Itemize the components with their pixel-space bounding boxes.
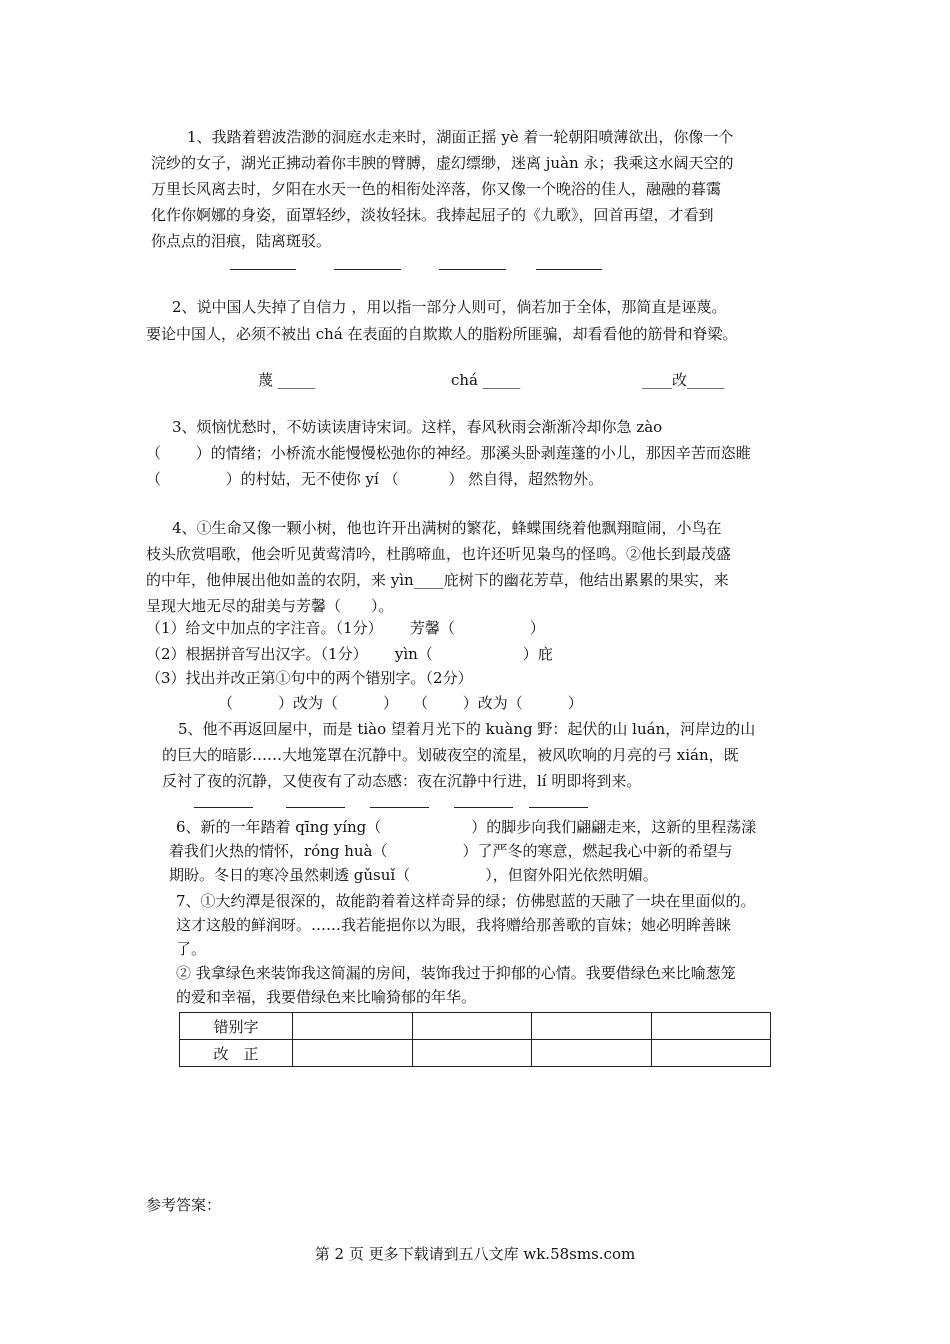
q1-answer-blank-3[interactable]: [439, 268, 506, 270]
q7-answer-table: [179, 1012, 771, 1067]
q7-line-5: 的爱和幸福，我要借绿色来比喻猗郁的年华。: [176, 988, 477, 1006]
q1-line-4: 化作你婀娜的身姿，面罩轻纱，淡妆轻抹。我捧起屈子的《九歌》，回首再望，才看到: [151, 206, 714, 224]
q4-subquestion-3: （3）找出并改正第①句中的两个错别字。（2分）: [146, 669, 473, 687]
answers-label: 参考答案：: [146, 1196, 222, 1214]
q6-line-3: 期盼。冬日的寒冷虽然刺透 gǔsuǐ（ ），但窗外阳光依然明媚。: [169, 866, 658, 884]
q6-line-2: 着我们火热的情怀，róng huà（ ）了严冬的寒意，燃起我心中新的希望与: [169, 842, 733, 860]
q1-line-5: 你点点的泪痕，陆离斑驳。: [151, 232, 332, 250]
q1-answer-blank-4[interactable]: [536, 268, 602, 270]
table-cell[interactable]: [532, 1013, 652, 1040]
table-row-label-correction: 改 正: [180, 1040, 293, 1067]
q5-answer-blank-4[interactable]: [454, 806, 513, 808]
q1-answer-blank-1[interactable]: [230, 268, 296, 270]
q1-line-1: 1、我踏着碧波浩渺的洞庭水走来时，湖面正摇 yè 着一轮朝阳喷薄欲出，你像一个: [187, 128, 734, 146]
q4-subquestion-2: （2）根据拼音写出汉字。（1分） yìn（ ）庇: [146, 645, 553, 663]
q4-line-4: 呈现大地无尽的甜美与芳馨（ ）。: [146, 597, 394, 615]
table-cell[interactable]: [412, 1040, 532, 1067]
q5-answer-blank-3[interactable]: [370, 806, 429, 808]
q2-line-1: 2、说中国人失掉了自信力 ，用以指一部分人则可，倘若加于全体，那简直是诬蔑。: [172, 298, 727, 316]
q3-line-2: （ ）的情绪；小桥流水能慢慢松弛你的神经。那溪头卧剥莲蓬的小儿，那因辛苦而恣睢: [146, 444, 751, 462]
q3-line-1: 3、烦恼忧愁时，不妨读读唐诗宋词。这样，春风秋雨会渐渐冷却你急 zào: [172, 418, 663, 436]
q2-blank-1[interactable]: 蔑 _____: [258, 371, 316, 389]
q7-line-1: 7、①大约潭是很深的，故能韵着着这样奇异的绿；仿佛慰蓝的天融了一块在里面似的。: [176, 892, 756, 910]
table-cell[interactable]: [651, 1040, 771, 1067]
q4-line-1: 4、①生命又像一颗小树，他也许开出满树的繁花，蜂蝶围绕着他飘翔暄闹，小鸟在: [172, 519, 722, 537]
q7-line-3: 了。: [176, 940, 207, 958]
table-cell[interactable]: [651, 1013, 771, 1040]
q7-line-4: ② 我拿绿色来装饰我这简漏的房间，装饰我过于抑郁的心情。我要借绿色来比喻葱笼: [176, 964, 736, 982]
table-cell[interactable]: [293, 1013, 413, 1040]
q1-line-3: 万里长风离去时，夕阳在水天一色的相衔处淬落，你又像一个晚浴的佳人，融融的暮霭: [151, 180, 722, 198]
q5-line-1: 5、他不再返回屋中，而是 tiào 望着月光下的 kuàng 野：起伏的山 luán，河岸边的山: [178, 720, 756, 738]
q5-line-2: 的巨大的暗影……大地笼罩在沉静中。划破夜空的流星，被风吹响的月亮的弓 xián，既: [162, 746, 739, 764]
q3-line-3: （ ）的村姑，无不使你 yí （ ） 然自得，超然物外。: [146, 470, 604, 488]
q5-answer-blank-2[interactable]: [286, 806, 345, 808]
q4-correction-blanks[interactable]: （ ）改为（ ） （ ）改为（ ）: [218, 694, 583, 712]
q5-answer-blank-1[interactable]: [194, 806, 253, 808]
table-row: [180, 1013, 771, 1040]
q1-answer-blank-2[interactable]: [334, 268, 401, 270]
table-cell[interactable]: [532, 1040, 652, 1067]
table-row: [180, 1040, 771, 1067]
table-cell[interactable]: [412, 1013, 532, 1040]
q4-subquestion-1: （1）给文中加点的字注音。（1分） 芳馨（ ）: [146, 619, 545, 637]
q6-line-1: 6、新的一年踏着 qīng yíng（ ）的脚步向我们翩翩走来，这新的里程荡漾: [176, 818, 757, 836]
q1-line-2: 浣纱的女子，湖光正拂动着你丰腴的臂膊，虚幻缥缈，迷离 juàn 永；我乘这水阔天空的: [151, 154, 734, 172]
q4-line-2: 枝头欣赏唱歌，他会听见黄莺清吟，杜鹃啼血，也许还听见枭鸟的怪鸣。②他长到最茂盛: [146, 545, 732, 563]
table-cell[interactable]: [293, 1040, 413, 1067]
q5-answer-blank-5[interactable]: [529, 806, 588, 808]
q2-line-2: 要论中国人，必须不被出 chá 在表面的自欺欺人的脂粉所匪骗，却看看他的筋骨和脊梁。: [146, 325, 738, 343]
q2-blank-3[interactable]: ____改_____: [642, 371, 725, 389]
q7-line-2: 这才这般的鲜润呀。……我若能挹你以为眼，我将赠给那善歌的盲妹；她必明眸善睐: [176, 916, 732, 934]
q4-line-3: 的中年，他伸展出他如盖的农阴，来 yìn____庇树下的幽花芳草，他结出累累的果实，来: [146, 571, 729, 589]
q2-blank-2[interactable]: chá _____: [451, 371, 521, 389]
page-footer: 第 2 页 更多下载请到五八文库 wk.58sms.com: [314, 1245, 636, 1263]
q5-line-3: 反衬了夜的沉静，又使夜有了动态感：夜在沉静中行进，lí 明即将到来。: [162, 772, 642, 790]
table-row-label-typo: 错别字: [180, 1013, 293, 1040]
